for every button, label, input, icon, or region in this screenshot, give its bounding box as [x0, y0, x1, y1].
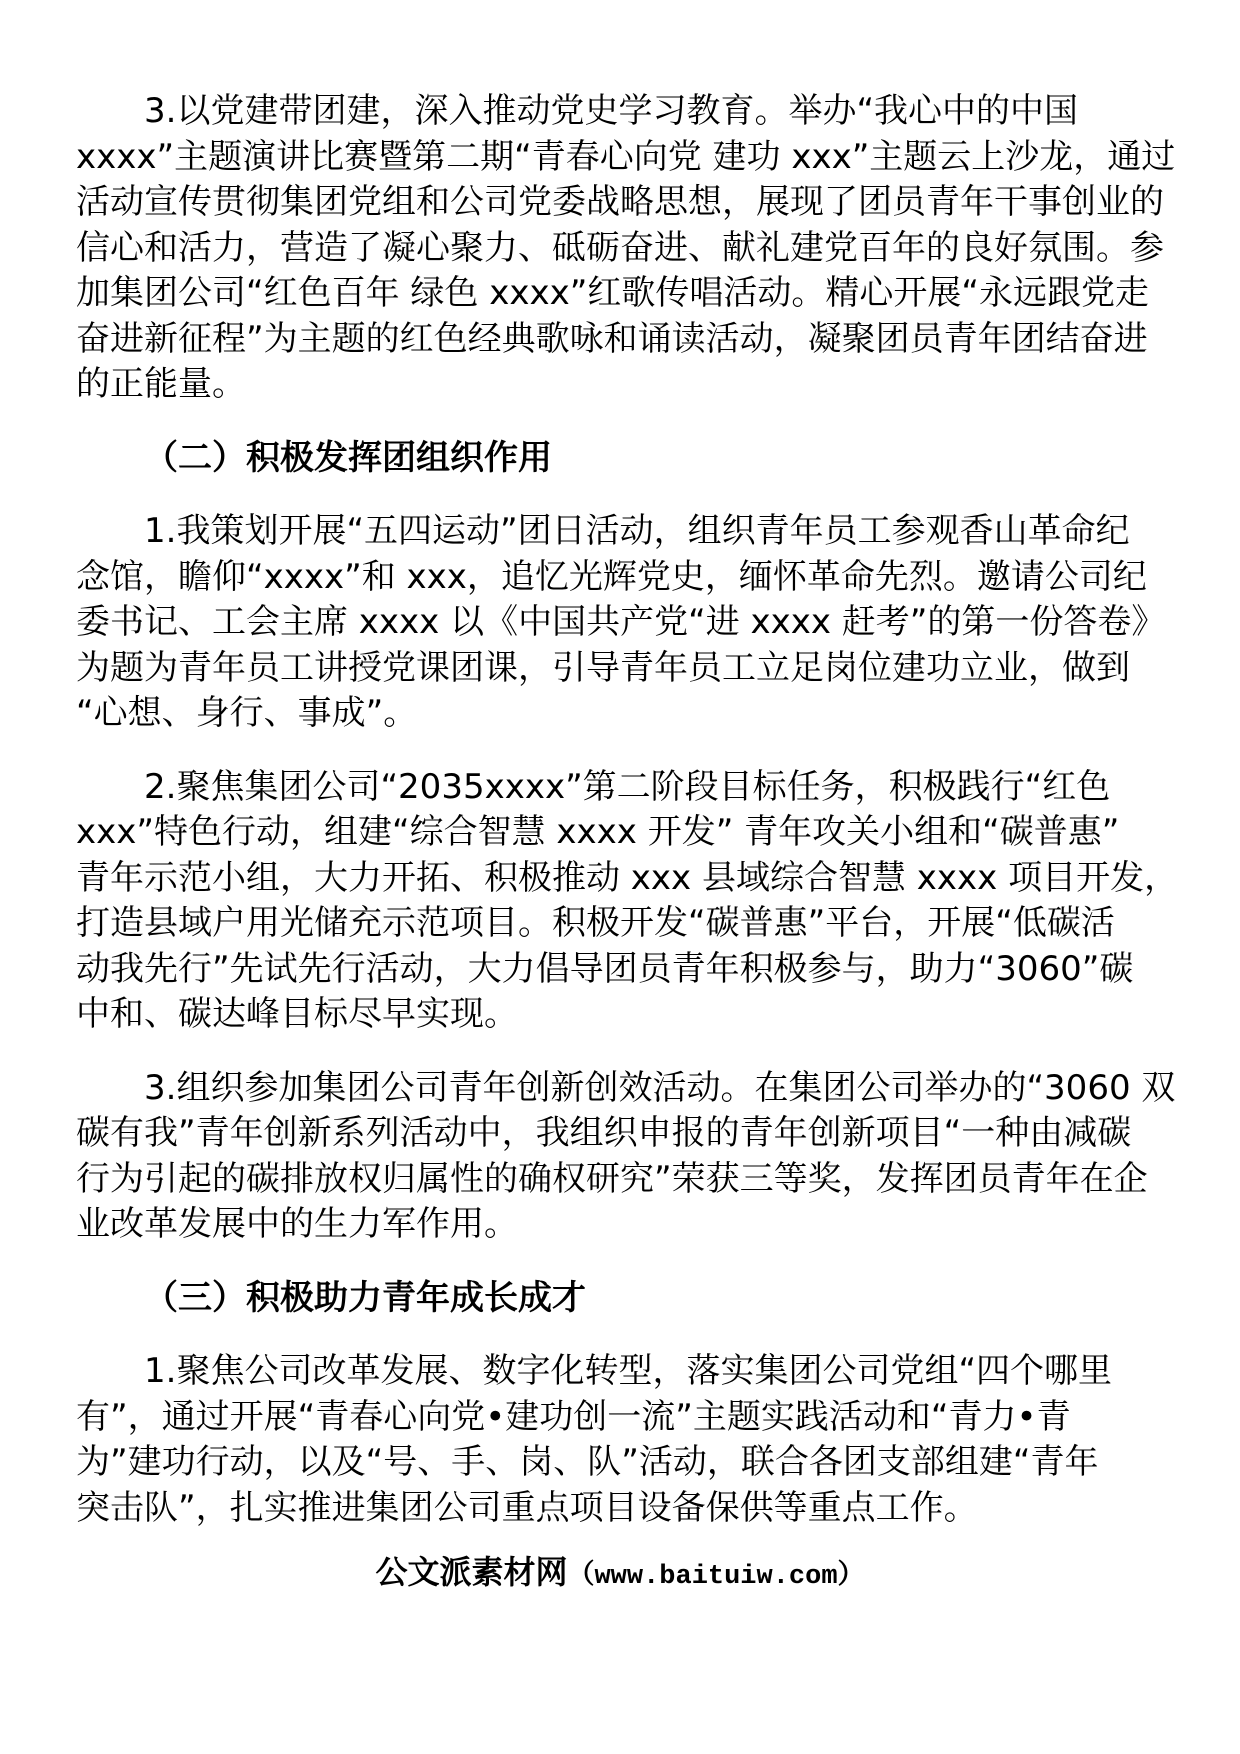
- paragraph-line: 加集团公司“红色百年 绿色 xxxx”红歌传唱活动。精心开展“永远跟党走: [76, 273, 1149, 313]
- paragraph-line: 2.聚焦集团公司“2035xxxx”第二阶段目标任务，积极践行“红色: [144, 766, 1111, 807]
- paragraph-line: 信心和活力，营造了凝心聚力、砥砺奋进、献礼建党百年的良好氛围。参: [76, 227, 1164, 268]
- paragraph-line: xxx”特色行动，组建“综合智慧 xxxx 开发” 青年攻关小组和“碳普惠”: [76, 812, 1120, 852]
- footer-watermark: [0, 1550, 1240, 1596]
- site-name: 公文派素材网: [375, 1554, 568, 1590]
- paragraph-line: 为题为青年员工讲授党课团课，引导青年员工立足岗位建功立业，做到: [76, 647, 1130, 688]
- paragraph-line: 碳有我”青年创新系列活动中，我组织申报的青年创新项目“一种由减碳: [76, 1113, 1132, 1153]
- paragraph-line: 为”建功行动，以及“号、手、岗、队”活动，联合各团支部组建“青年: [76, 1442, 1099, 1482]
- paragraph-line: 的正能量。: [76, 364, 246, 404]
- paragraph-line: 有”，通过开展“青春心向党•建功创一流”主题实践活动和“青力•青: [76, 1396, 1071, 1437]
- paragraph-line: 奋进新征程”为主题的红色经典歌咏和诵读活动，凝聚团员青年团结奋进: [76, 318, 1148, 359]
- paragraph-line: “心想、身行、事成”。: [76, 693, 418, 733]
- paragraph-line: 业改革发展中的生力军作用。: [76, 1204, 518, 1244]
- paragraph: [76, 765, 1179, 1038]
- paragraph-line: 行为引起的碳排放权归属性的确权研究”荣获三等奖，发挥团员青年在企: [76, 1158, 1148, 1199]
- paragraph-line: 3.组织参加集团公司青年创新创效活动。在集团公司举办的“3060 双: [144, 1067, 1176, 1108]
- paragraph-line: xxxx”主题演讲比赛暨第二期“青春心向党 建功 xxx”主题云上沙龙，通过: [76, 136, 1176, 177]
- section-heading: （三）积极助力青年成长成才: [144, 1277, 586, 1318]
- paragraph: [76, 1066, 1176, 1248]
- paragraph: [76, 1349, 1164, 1531]
- paragraph-line: 中和、碳达峰目标尽早实现。: [76, 994, 518, 1034]
- section-heading: （二）积极发挥团组织作用: [144, 437, 552, 478]
- paragraph-line: 突击队”，扎实推进集团公司重点项目设备保供等重点工作。: [76, 1487, 978, 1528]
- paragraph-line: 动我先行”先试先行活动，大力倡导团员青年积极参与，助力“3060”碳: [76, 948, 1134, 989]
- paragraph-line: 委书记、工会主席 xxxx 以《中国共产党“进 xxxx 赶考”的第一份答卷》: [76, 602, 1166, 642]
- paragraph-line: 青年示范小组，大力开拓、积极推动 xxx 县域综合智慧 xxxx 项目开发，: [76, 857, 1179, 898]
- paragraph: [76, 89, 1176, 408]
- paragraph: [76, 509, 1164, 737]
- paragraph-line: 1.我策划开展“五四运动”团日活动，组织青年员工参观香山革命纪: [144, 511, 1130, 551]
- paragraph-line: 1.聚焦公司改革发展、数字化转型，落实集团公司党组“四个哪里: [144, 1351, 1113, 1391]
- document-body: [76, 89, 1179, 1531]
- site-url: （www.baituiw.com）: [567, 1562, 865, 1592]
- paragraph-line: 打造县域户用光储充示范项目。积极开发“碳普惠”平台，开展“低碳活: [76, 903, 1115, 943]
- paragraph-line: 念馆，瞻仰“xxxx”和 xxx，追忆光辉党史，缅怀革命先烈。邀请公司纪: [76, 556, 1147, 597]
- paragraph-line: 3.以党建带团建，深入推动党史学习教育。举办“我心中的中国: [144, 91, 1079, 131]
- paragraph-line: 活动宣传贯彻集团党组和公司党委战略思想，展现了团员青年干事创业的: [76, 182, 1164, 222]
